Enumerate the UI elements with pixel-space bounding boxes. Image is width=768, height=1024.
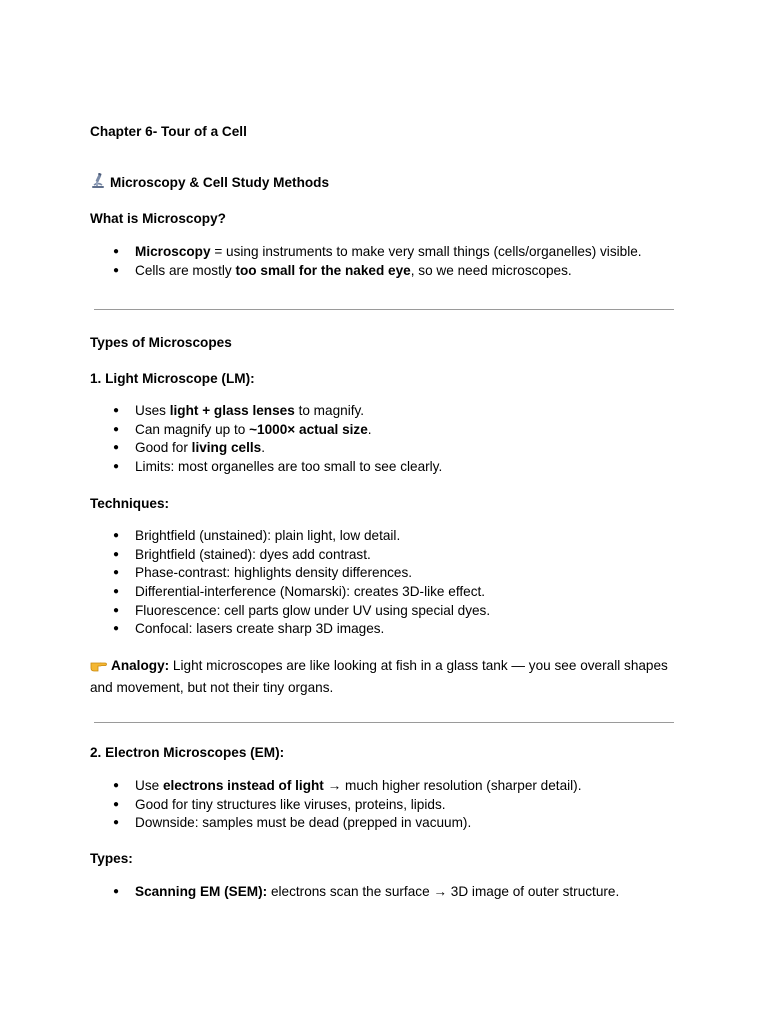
list-item: ● Phase-contrast: highlights density differences. bbox=[90, 564, 490, 583]
types-heading: Types of Microscopes bbox=[90, 335, 232, 350]
microscope-icon bbox=[90, 173, 106, 194]
em-types-heading: Types: bbox=[90, 851, 133, 866]
list-item: ● Confocal: lasers create sharp 3D images. bbox=[90, 620, 490, 639]
list-item: ● Uses light + glass lenses to magnify. bbox=[90, 402, 442, 421]
list-item: ● Downside: samples must be dead (prepped in vacuum). bbox=[90, 814, 582, 833]
horizontal-divider bbox=[94, 309, 674, 310]
list-item: ● Good for living cells. bbox=[90, 439, 442, 458]
list-item: ● Brightfield (unstained): plain light, low detail. bbox=[90, 527, 490, 546]
list-item: ● Limits: most organelles are too small to see clearly. bbox=[90, 458, 442, 477]
what-is-list bbox=[90, 243, 642, 280]
em-types-list bbox=[90, 883, 619, 902]
list-item: ● Fluorescence: cell parts glow under UV using special dyes. bbox=[90, 602, 490, 621]
list-item: ● Brightfield (stained): dyes add contrast. bbox=[90, 546, 490, 565]
light-microscope-list bbox=[90, 402, 442, 477]
section-title: Microscopy & Cell Study Methods bbox=[110, 175, 330, 190]
techniques-list bbox=[90, 527, 490, 639]
list-item: ● Microscopy = using instruments to make very small things (cells/organelles) visible. bbox=[90, 243, 642, 262]
electron-microscope-list bbox=[90, 777, 582, 833]
what-is-heading: What is Microscopy? bbox=[90, 211, 226, 226]
light-microscope-heading: 1. Light Microscope (LM): bbox=[90, 371, 255, 386]
techniques-heading: Techniques: bbox=[90, 496, 170, 511]
document-title: Chapter 6- Tour of a Cell bbox=[90, 124, 247, 139]
list-item: ● Scanning EM (SEM): electrons scan the surface → 3D image of outer structure. bbox=[90, 883, 619, 902]
list-item: ● Use electrons instead of light → much higher resolution (sharper detail). bbox=[90, 777, 582, 796]
section-heading bbox=[90, 173, 329, 194]
analogy-paragraph: Analogy: Light microscopes are like looking at fish in a glass tank — you see overall shapes and movement, but not their tiny organs. bbox=[90, 658, 668, 695]
list-item: ● Differential-interference (Nomarski): creates 3D-like effect. bbox=[90, 583, 490, 602]
pointing-hand-icon bbox=[90, 658, 107, 678]
list-item: ● Cells are mostly too small for the naked eye, so we need microscopes. bbox=[90, 262, 642, 281]
electron-microscope-heading: 2. Electron Microscopes (EM): bbox=[90, 745, 285, 760]
horizontal-divider bbox=[94, 722, 674, 723]
list-item: ● Can magnify up to ~1000× actual size. bbox=[90, 421, 442, 440]
list-item: ● Good for tiny structures like viruses, proteins, lipids. bbox=[90, 796, 582, 815]
